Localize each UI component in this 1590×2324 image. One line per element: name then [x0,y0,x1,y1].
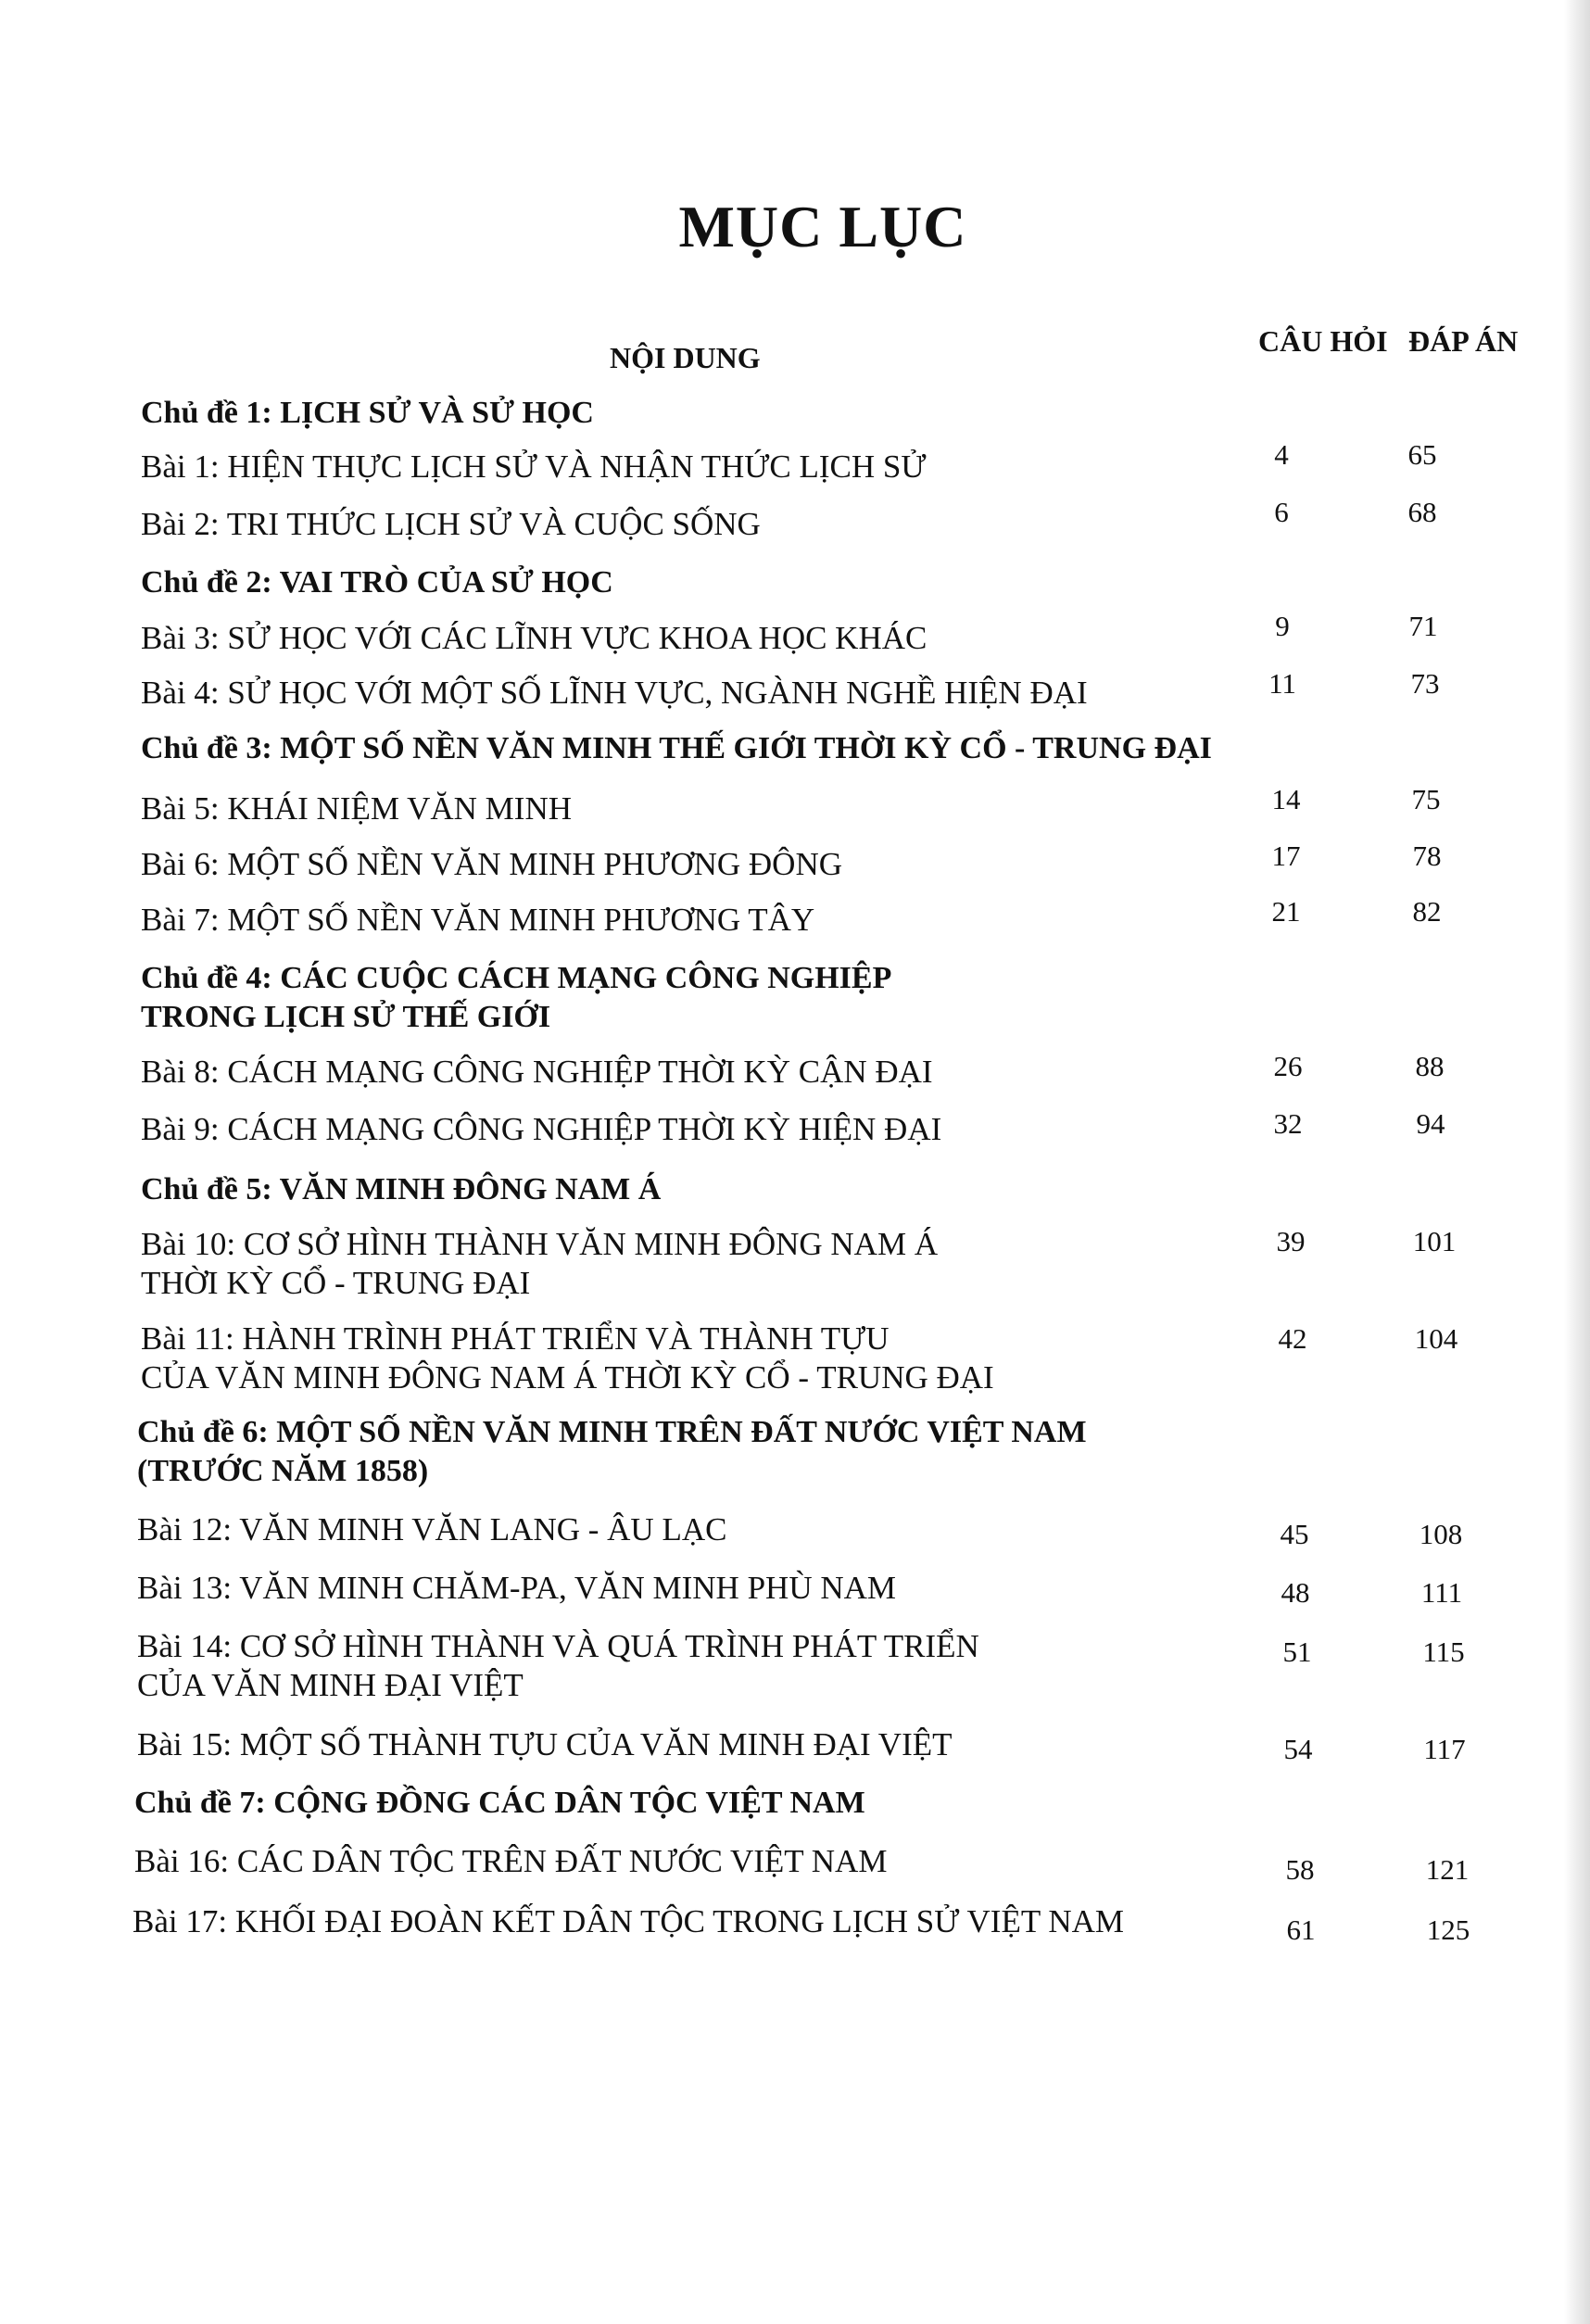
lesson-title-line: CỦA VĂN MINH ĐẠI VIỆT [137,1667,524,1703]
question-page-number: 4 [1274,438,1289,471]
question-page-number: 45 [1280,1518,1309,1550]
answer-page-number: 88 [1415,1050,1445,1082]
question-page-number: 54 [1283,1733,1313,1765]
answer-page-number: 111 [1420,1576,1463,1609]
question-page-number: 21 [1271,895,1301,928]
lesson-title-line: Bài 8: CÁCH MẠNG CÔNG NGHIỆP THỜI KỲ CẬN ĐẠI [141,1054,933,1090]
lesson-title-line: Bài 14: CƠ SỞ HÌNH THÀNH VÀ QUÁ TRÌNH PHÁT TRIỂN [137,1628,979,1664]
question-page-number: 51 [1282,1636,1312,1668]
lesson-title-line: Bài 5: KHÁI NIỆM VĂN MINH [141,790,573,827]
lesson-title-line: Bài 12: VĂN MINH VĂN LANG - ÂU LẠC [137,1511,727,1547]
answer-page-number: 71 [1408,610,1438,642]
question-page-number: 61 [1286,1914,1316,1946]
lesson-title-line: Bài 17: KHỐI ĐẠI ĐOÀN KẾT DÂN TỘC TRONG LỊCH SỬ VIỆT NAM [132,1903,1125,1939]
lesson-title-line: Bài 4: SỬ HỌC VỚI MỘT SỐ LĨNH VỰC, NGÀNH NGHỀ HIỆN ĐẠI [141,675,1088,711]
question-page-number: 6 [1274,496,1289,528]
header-content: NỘI DUNG [610,341,761,374]
lesson-title-line: Bài 1: HIỆN THỰC LỊCH SỬ VÀ NHẬN THỨC LỊCH SỬ [141,448,927,485]
answer-page-number: 94 [1416,1107,1445,1140]
topic-title-line: Chủ đề 2: VAI TRÒ CỦA SỬ HỌC [141,565,613,600]
topic-title-line: Chủ đề 5: VĂN MINH ĐÔNG NAM Á [141,1172,662,1206]
topic-title-line: Chủ đề 4: CÁC CUỘC CÁCH MẠNG CÔNG NGHIỆP [141,961,892,995]
answer-page-number: 117 [1423,1733,1466,1765]
lesson-title-line: Bài 7: MỘT SỐ NỀN VĂN MINH PHƯƠNG TÂY [141,902,815,938]
question-page-number: 11 [1268,667,1296,700]
answer-page-number: 104 [1414,1322,1458,1355]
question-page-number: 39 [1276,1225,1306,1257]
topic-title-line: Chủ đề 3: MỘT SỐ NỀN VĂN MINH THẾ GIỚI THỜI KỲ CỔ - TRUNG ĐẠI [141,731,1212,765]
lesson-title-line: THỜI KỲ CỔ - TRUNG ĐẠI [141,1265,531,1301]
answer-page-number: 108 [1419,1518,1463,1550]
page-edge-shadow [1564,0,1590,2324]
topic-title-line: Chủ đề 1: LỊCH SỬ VÀ SỬ HỌC [141,396,594,430]
lesson-title-line: Bài 16: CÁC DÂN TỘC TRÊN ĐẤT NƯỚC VIỆT NAM [134,1843,888,1879]
answer-page-number: 75 [1411,783,1441,815]
topic-title-line: Chủ đề 7: CỘNG ĐỒNG CÁC DÂN TỘC VIỆT NAM [134,1786,865,1820]
topic-title-line: TRONG LỊCH SỬ THẾ GIỚI [141,1000,551,1034]
lesson-title-line: Bài 11: HÀNH TRÌNH PHÁT TRIỂN VÀ THÀNH TỰU [141,1320,890,1357]
answer-page-number: 125 [1426,1914,1470,1946]
answer-page-number: 82 [1412,895,1442,928]
question-page-number: 26 [1273,1050,1303,1082]
answer-page-number: 73 [1410,667,1440,700]
answer-page-number: 101 [1412,1225,1457,1257]
answer-page-number: 65 [1407,438,1437,471]
question-page-number: 32 [1273,1107,1303,1140]
lesson-title-line: Bài 3: SỬ HỌC VỚI CÁC LĨNH VỰC KHOA HỌC KHÁC [141,620,928,656]
question-page-number: 48 [1281,1576,1310,1609]
page-title: MỤC LỤC [678,194,967,259]
answer-page-number: 121 [1425,1853,1470,1886]
question-page-number: 14 [1271,783,1301,815]
header-answers: ĐÁP ÁN [1408,324,1519,358]
topic-title-line: Chủ đề 6: MỘT SỐ NỀN VĂN MINH TRÊN ĐẤT NƯỚC VIỆT NAM [137,1415,1087,1449]
lesson-title-line: Bài 10: CƠ SỞ HÌNH THÀNH VĂN MINH ĐÔNG NAM Á [141,1226,939,1262]
lesson-title-line: Bài 6: MỘT SỐ NỀN VĂN MINH PHƯƠNG ĐÔNG [141,846,842,882]
lesson-title-line: Bài 15: MỘT SỐ THÀNH TỰU CỦA VĂN MINH ĐẠI VIỆT [137,1726,953,1762]
lesson-title-line: CỦA VĂN MINH ĐÔNG NAM Á THỜI KỲ CỔ - TRUNG ĐẠI [141,1359,994,1396]
question-page-number: 17 [1271,840,1301,872]
question-page-number: 42 [1278,1322,1307,1355]
answer-page-number: 78 [1412,840,1442,872]
header-questions: CÂU HỎI [1258,324,1388,358]
question-page-number: 9 [1275,610,1290,642]
answer-page-number: 68 [1407,496,1437,528]
lesson-title-line: Bài 9: CÁCH MẠNG CÔNG NGHIỆP THỜI KỲ HIỆN ĐẠI [141,1111,942,1147]
topic-title-line: (TRƯỚC NĂM 1858) [137,1454,429,1488]
question-page-number: 58 [1285,1853,1315,1886]
lesson-title-line: Bài 2: TRI THỨC LỊCH SỬ VÀ CUỘC SỐNG [141,506,761,542]
answer-page-number: 115 [1422,1636,1465,1668]
lesson-title-line: Bài 13: VĂN MINH CHĂM-PA, VĂN MINH PHÙ NAM [137,1570,897,1606]
